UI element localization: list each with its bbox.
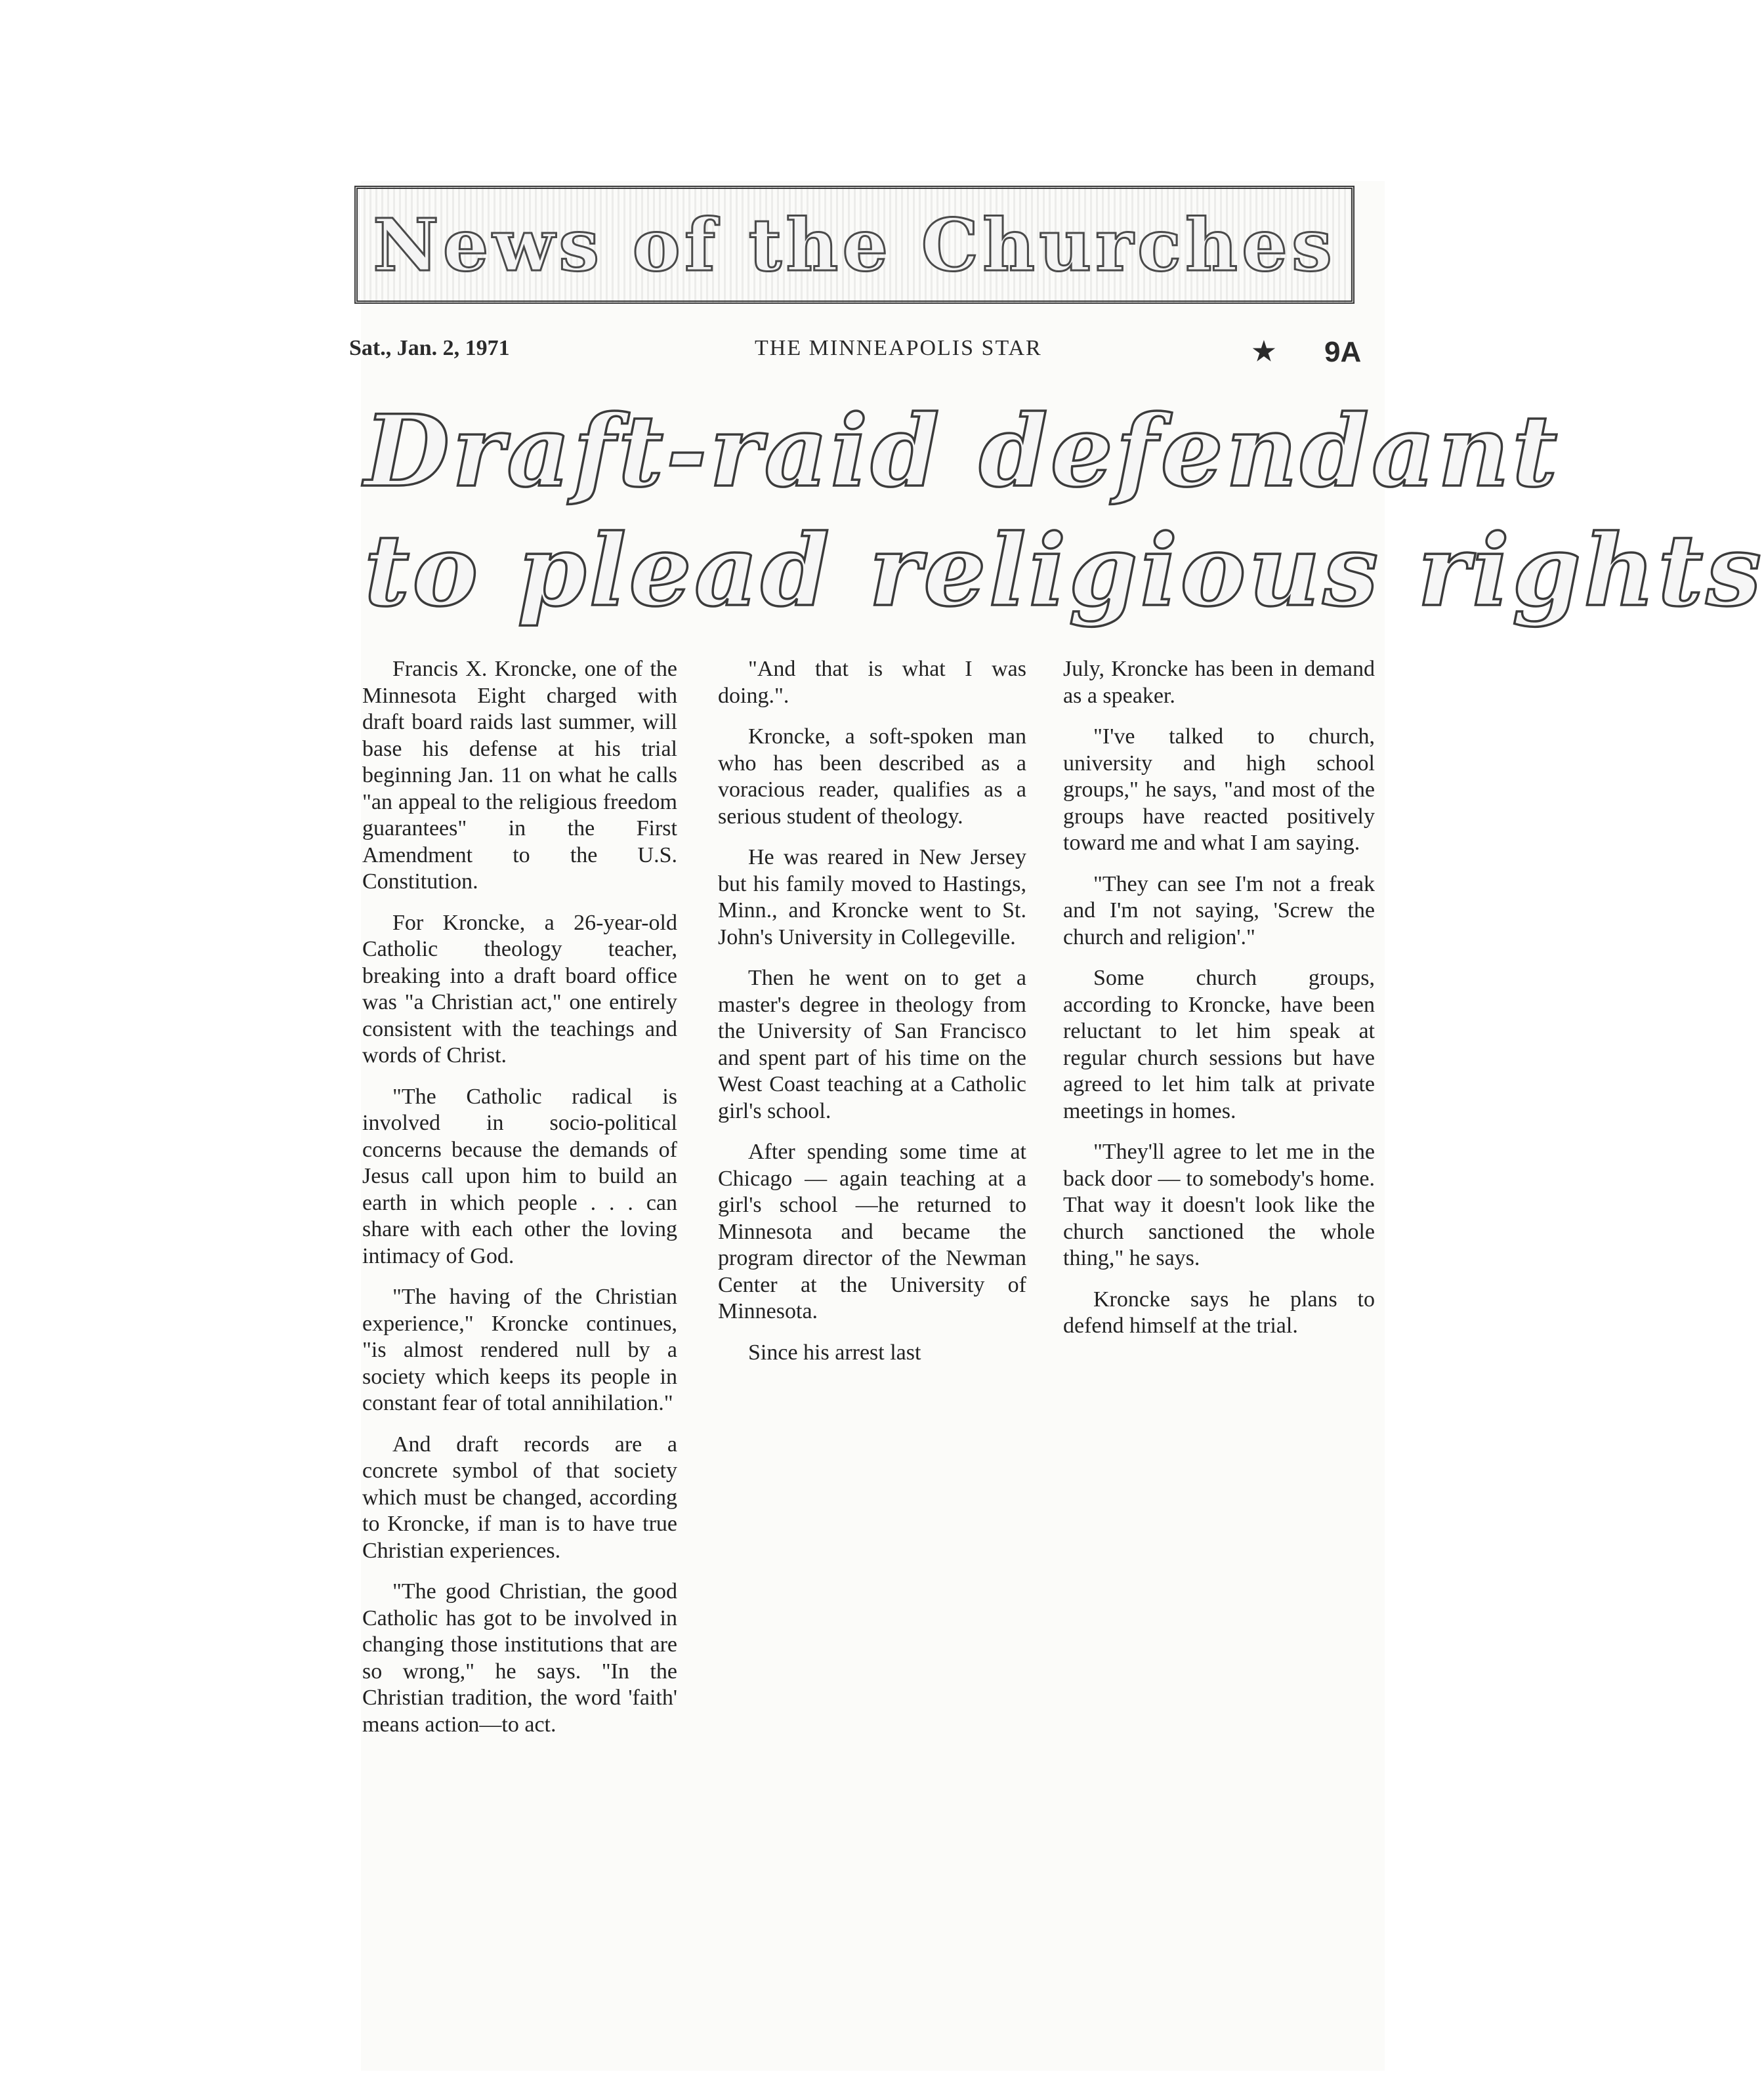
article-paragraph: "And that is what I was doing.".: [718, 657, 1026, 708]
headline-line-1: Draft-raid defendant: [364, 394, 1561, 509]
article-paragraph: Some church groups, according to Kroncke, have been reluctant to let him speak at regular church sessions but have agreed to let him talk at private meetings in homes.: [1063, 966, 1375, 1123]
article-paragraph: "I've talked to church, university and high school groups," he says, "and most of the groups have reacted positively toward me and what I am saying.: [1063, 724, 1375, 855]
article-column-3: [1063, 656, 1375, 1354]
article-paragraph: And draft records are a concrete symbol of that society which must be changed, according to Kroncke, if man is to have true Christian experiences.: [362, 1432, 677, 1563]
page-number: 9A: [1324, 336, 1362, 368]
headline-line-2: to plead religious rights: [364, 513, 1764, 629]
article-paragraph: "The having of the Christian experience," Kroncke continues, "is almost rendered null by a society which keeps its people in constant fear of total annihilation.": [362, 1285, 677, 1415]
article-paragraph: Francis X. Kroncke, one of the Minnesota Eight charged with draft board raids last summer, will base his defense at his trial beginning Jan. 11 on what he calls "an appeal to the religious freedom guarantees" in the First Amendment to the U.S. Constitution.: [362, 657, 677, 894]
newspaper-name: THE MINNEAPOLIS STAR: [755, 336, 1042, 360]
section-masthead: [354, 186, 1354, 304]
article-paragraph: "The good Christian, the good Catholic has got to be involved in changing those institutions that are so wrong," he says. "In the Christian tradition, the word 'faith' means action—to act.: [362, 1579, 677, 1737]
article-paragraph: For Kroncke, a 26-year-old Catholic theology teacher, breaking into a draft board office was "a Christian act," one entirely consistent with the teachings and words of Christ.: [362, 910, 677, 1068]
article-paragraph: After spending some time at Chicago — again teaching at a girl's school —he returned to Minnesota and became the program director of the Newman Center at the University of Minnesota.: [718, 1140, 1026, 1323]
article-paragraph: Kroncke says he plans to defend himself at the trial.: [1063, 1287, 1375, 1338]
article-paragraph: July, Kroncke has been in demand as a speaker.: [1063, 657, 1375, 708]
edition-star: ★: [1252, 337, 1276, 366]
publication-date: Sat., Jan. 2, 1971: [349, 336, 510, 360]
article-paragraph: "The Catholic radical is involved in socio-political concerns because the demands of Jesus call upon him to build an earth in which people . . . can share with each other the loving intimacy of God.: [362, 1084, 677, 1268]
article-column-1: [362, 656, 677, 1753]
article-paragraph: He was reared in New Jersey but his family moved to Hastings, Minn., and Kroncke went to St. John's University in Collegeville.: [718, 845, 1026, 949]
article-paragraph: Then he went on to get a master's degree in theology from the University of San Francisco and spent part of his time on the West Coast teaching at a Catholic girl's school.: [718, 966, 1026, 1123]
article-column-2: [718, 656, 1026, 1380]
article-paragraph: "They'll agree to let me in the back door — to somebody's home. That way it doesn't look like the church sanctioned the whole thing," he says.: [1063, 1140, 1375, 1270]
article-paragraph: Kroncke, a soft-spoken man who has been described as a voracious reader, qualifies as a serious student of theology.: [718, 724, 1026, 829]
article-paragraph: "They can see I'm not a freak and I'm not saying, 'Screw the church and religion'.": [1063, 871, 1375, 949]
article-paragraph: Since his arrest last: [748, 1340, 921, 1365]
section-title: News of the Churches: [373, 202, 1336, 287]
